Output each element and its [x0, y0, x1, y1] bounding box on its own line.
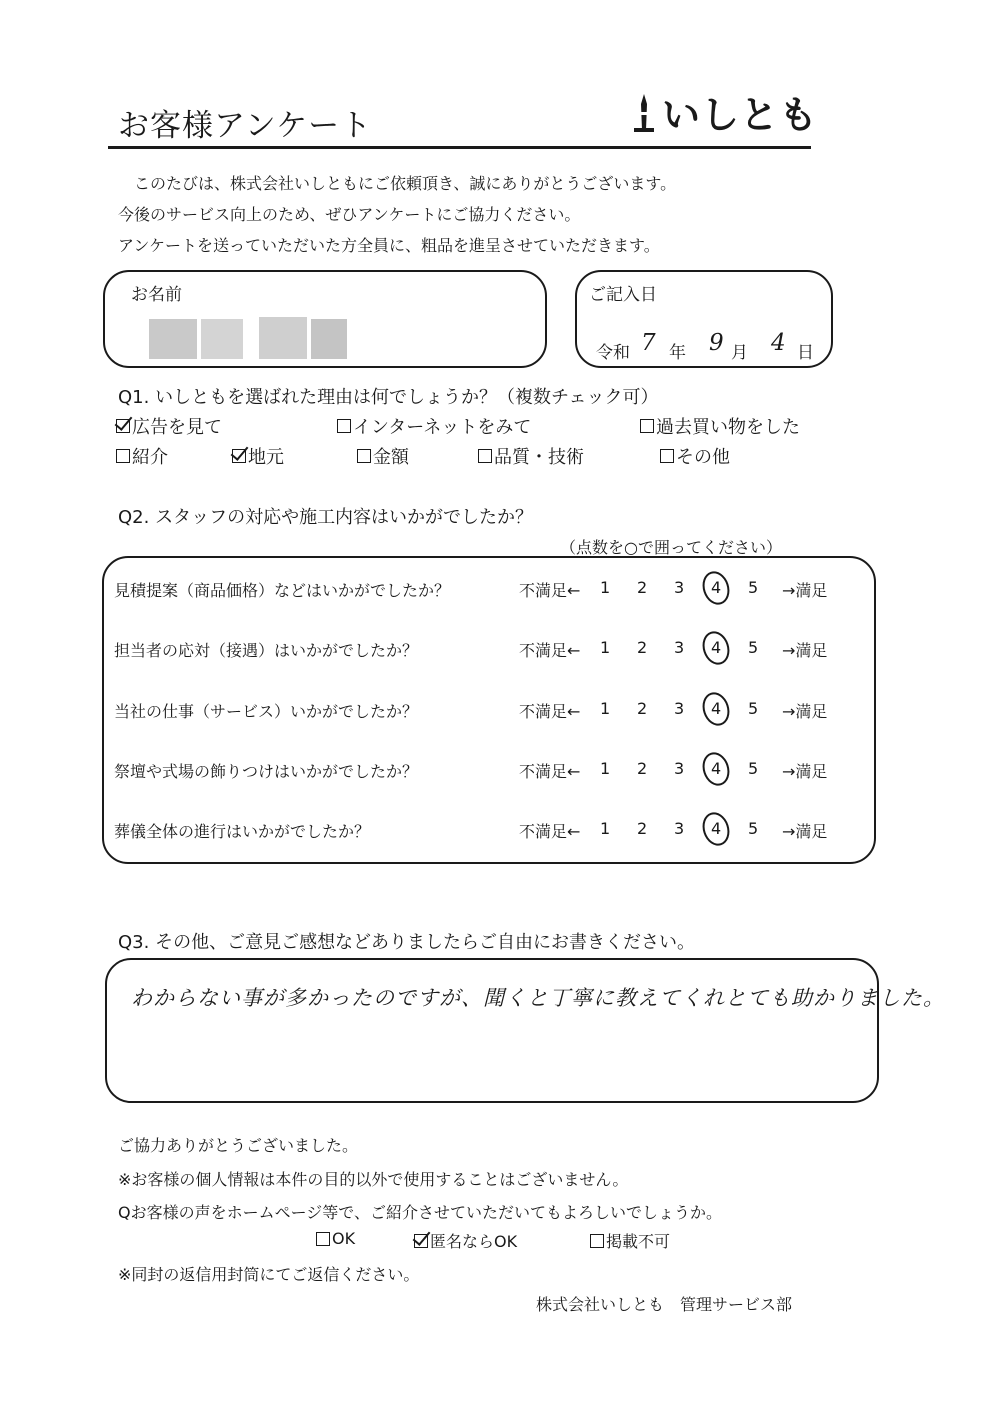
q1-option[interactable]	[660, 443, 730, 469]
rating-option[interactable]: 2	[637, 759, 648, 778]
era-label: 令和	[596, 343, 630, 363]
consent-option[interactable]	[414, 1229, 517, 1252]
q1-option-label: 過去買い物をした	[656, 417, 800, 438]
rating-option[interactable]: 1	[600, 638, 611, 657]
checked-checkbox[interactable]	[232, 449, 246, 463]
q1-option[interactable]	[478, 443, 584, 469]
checkbox[interactable]	[116, 449, 130, 463]
intro-line-2: 今後のサービス向上のため、ぜひアンケートにご協力ください。	[118, 205, 581, 224]
scale-high-label: →満足	[782, 762, 828, 781]
checkbox[interactable]	[660, 449, 674, 463]
checked-checkbox[interactable]	[414, 1234, 428, 1248]
scale-high-label: →満足	[782, 822, 828, 841]
q1-option[interactable]	[232, 443, 284, 469]
q1-option-label: 広告を見て	[132, 417, 222, 438]
date-label: ご記入日	[589, 285, 657, 305]
redacted-name	[149, 319, 197, 359]
q1-option-label: 地元	[248, 447, 284, 468]
q1-option-label: 品質・技術	[494, 447, 584, 468]
year-value: 7	[641, 330, 656, 356]
q1-option-label: 金額	[373, 447, 409, 468]
rating-option[interactable]: 4	[711, 699, 722, 718]
checkbox[interactable]	[357, 449, 371, 463]
rating-option[interactable]: 1	[600, 759, 611, 778]
privacy-note: ※お客様の個人情報は本件の目的以外で使用することはございません。	[118, 1170, 629, 1189]
scale-low-label: 不満足←	[519, 762, 581, 781]
q1-option[interactable]	[116, 443, 168, 469]
scale-high-label: →満足	[782, 641, 828, 660]
checked-checkbox[interactable]	[116, 419, 130, 433]
year-unit: 年	[669, 343, 686, 363]
scale-low-label: 不満足←	[519, 641, 581, 660]
rating-option[interactable]: 3	[674, 759, 685, 778]
rating-option[interactable]: 5	[748, 819, 759, 838]
company-signature: 株式会社いしとも 管理サービス部	[536, 1295, 793, 1314]
rating-option[interactable]: 4	[711, 759, 722, 778]
intro-line-1: このたびは、株式会社いしともにご依頼頂き、誠にありがとうございます。	[118, 174, 677, 193]
q1-question: Q1. いしともを選ばれた理由は何でしょうか？（複数チェック可）	[118, 387, 659, 408]
q2-instruction: （点数を○で囲ってください）	[560, 538, 782, 557]
consent-question: Qお客様の声をホームページ等で、ご紹介させていただいてもよろしいでしょうか。	[118, 1203, 722, 1222]
day-unit: 日	[797, 343, 814, 363]
redacted-name	[201, 319, 243, 359]
q1-option[interactable]	[116, 413, 222, 439]
rating-option[interactable]: 4	[711, 578, 722, 597]
name-label: お名前	[131, 285, 182, 305]
consent-option[interactable]	[316, 1229, 355, 1248]
rating-question: 見積提案（商品価格）などはいかがでしたか？	[114, 581, 451, 600]
scale-low-label: 不満足←	[519, 822, 581, 841]
rating-option[interactable]: 4	[711, 638, 722, 657]
rating-option[interactable]: 2	[637, 578, 648, 597]
rating-option[interactable]: 5	[748, 699, 759, 718]
rating-question: 祭壇や式場の飾りつけはいかがでしたか？	[114, 762, 419, 781]
company-logo	[632, 90, 819, 137]
thanks-text: ご協力ありがとうございました。	[118, 1136, 359, 1155]
rating-question: 当社の仕事（サービス）いかがでしたか？	[114, 702, 419, 721]
rating-option[interactable]: 3	[674, 638, 685, 657]
checkbox[interactable]	[478, 449, 492, 463]
day-value: 4	[771, 330, 786, 356]
rating-option[interactable]: 3	[674, 699, 685, 718]
checkbox[interactable]	[640, 419, 654, 433]
rating-option[interactable]: 3	[674, 578, 685, 597]
rating-option[interactable]: 5	[748, 578, 759, 597]
q1-option[interactable]	[357, 443, 409, 469]
q2-question: Q2. スタッフの対応や施工内容はいかがでしたか？	[118, 507, 534, 528]
tower-logo-icon	[632, 92, 656, 134]
redacted-name	[311, 319, 347, 359]
checkbox[interactable]	[590, 1234, 604, 1248]
q1-option-label: 紹介	[132, 447, 168, 468]
checkbox[interactable]	[337, 419, 351, 433]
rating-option[interactable]: 3	[674, 819, 685, 838]
comment-box	[105, 958, 945, 1103]
checkbox[interactable]	[316, 1232, 330, 1246]
consent-option[interactable]	[590, 1229, 670, 1252]
scale-low-label: 不満足←	[519, 581, 581, 600]
rating-option[interactable]: 2	[637, 699, 648, 718]
q1-option[interactable]	[640, 413, 800, 439]
form-title: お客様アンケート	[118, 108, 373, 144]
month-unit: 月	[731, 343, 748, 363]
intro-line-3: アンケートを送っていただいた方全員に、粗品を進呈させていただきます。	[118, 236, 660, 255]
rating-option[interactable]: 1	[600, 699, 611, 718]
consent-option-label: 掲載不可	[606, 1232, 671, 1251]
q1-option[interactable]	[337, 413, 531, 439]
logo-text: いしとも	[662, 93, 819, 137]
rating-option[interactable]: 5	[748, 759, 759, 778]
scale-high-label: →満足	[782, 702, 828, 721]
scale-high-label: →満足	[782, 581, 828, 600]
scale-low-label: 不満足←	[519, 702, 581, 721]
rating-option[interactable]: 4	[711, 819, 722, 838]
rating-option[interactable]: 5	[748, 638, 759, 657]
rating-question: 担当者の応対（接遇）はいかがでしたか？	[114, 641, 419, 660]
rating-option[interactable]: 2	[637, 638, 648, 657]
date-box	[575, 270, 833, 368]
consent-option-label: OK	[332, 1229, 356, 1248]
rating-option[interactable]: 1	[600, 819, 611, 838]
name-box	[103, 270, 547, 368]
q1-option-label: インターネットをみて	[353, 417, 532, 438]
rating-option[interactable]: 2	[637, 819, 648, 838]
q3-question: Q3. その他、ご意見ご感想などありましたらご自由にお書きください。	[118, 932, 696, 953]
return-note: ※同封の返信用封筒にてご返信ください。	[118, 1265, 420, 1284]
rating-question: 葬儀全体の進行はいかがでしたか？	[114, 822, 371, 841]
title-divider	[108, 146, 811, 149]
redacted-name	[259, 317, 307, 359]
rating-option[interactable]: 1	[600, 578, 611, 597]
consent-option-label: 匿名ならOK	[430, 1232, 518, 1251]
q1-option-label: その他	[676, 447, 730, 468]
month-value: 9	[709, 330, 724, 356]
comment-answer: わからない事が多かったのですが、聞くと丁寧に教えてくれとても助かりました。	[131, 986, 945, 1010]
